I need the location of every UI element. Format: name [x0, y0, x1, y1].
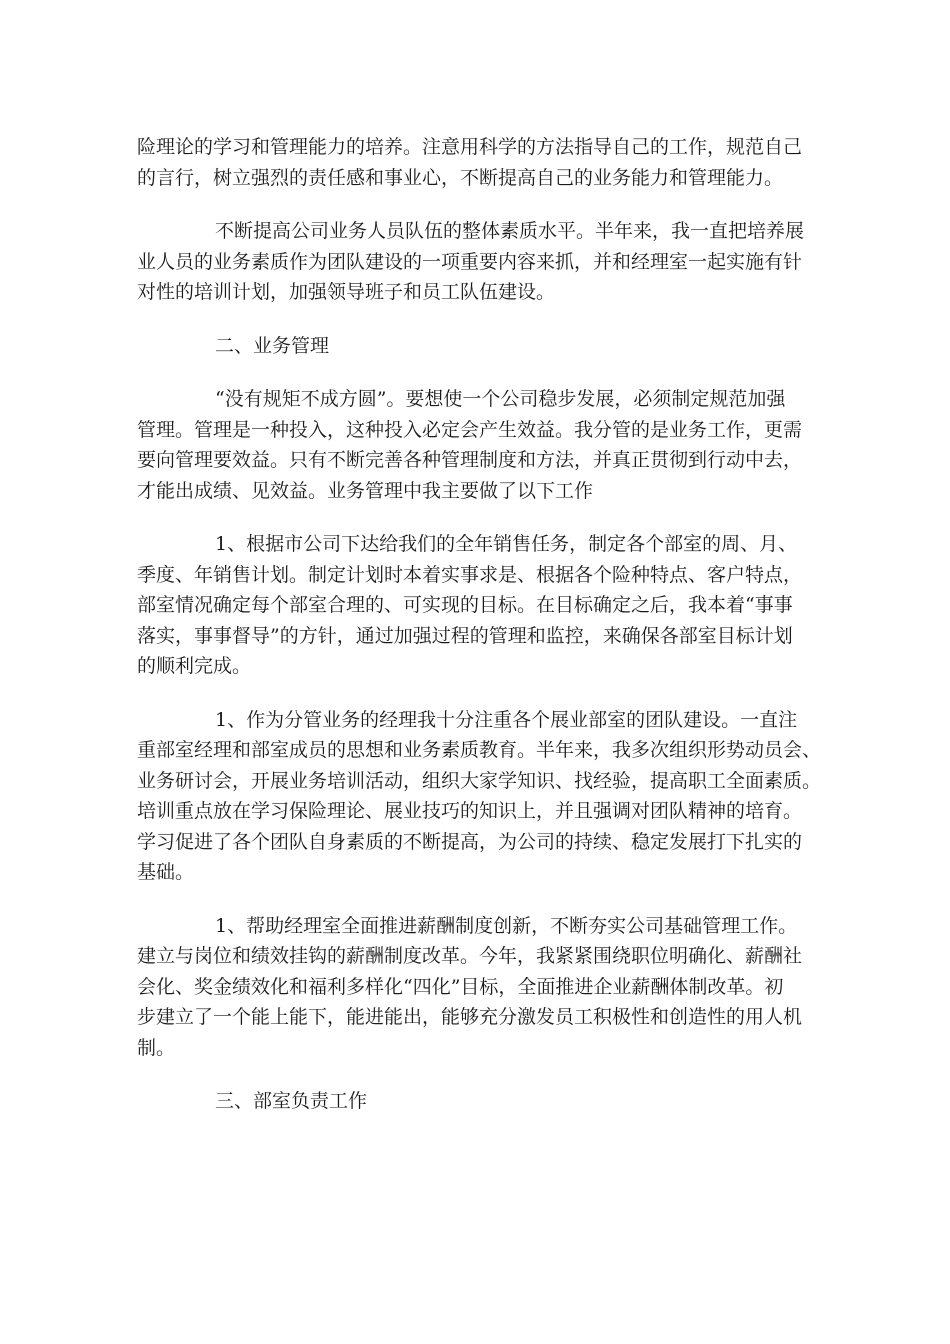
document-body — [137, 132, 822, 1140]
text-line: 建立与岗位和绩效挂钩的薪酬制度改革。今年，我紧紧围绕职位明确化、薪酬社 — [137, 945, 803, 967]
text-line: “没有规矩不成方圆”。要想使一个公司稳步发展，必须制定规范加强 — [215, 388, 786, 410]
text-line: 对性的培训计划，加强领导班子和员工队伍建设。 — [137, 281, 556, 303]
paragraph-6 — [137, 911, 817, 1064]
text-line: 1、根据市公司下达给我们的全年销售任务，制定各个部室的周、月、 — [215, 533, 798, 555]
paragraph-4 — [137, 529, 817, 682]
text-line: 学习促进了各个团队自身素质的不断提高，为公司的持续、稳定发展打下扎实的 — [137, 830, 803, 853]
text-line: 落实，事事督导”的方针，通过加强过程的管理和监控，来确保各部室目标计划 — [137, 624, 793, 647]
text-line: 步建立了一个能上能下，能进能出，能够充分激发员工积极性和创造性的用人机 — [137, 1006, 803, 1028]
text-line: 会化、奖金绩效化和福利多样化“四化”目标，全面推进企业薪酬体制改革。初 — [137, 975, 784, 998]
text-line: 季度、年销售计划。制定计划时本着实事求是、根据各个险种特点、客户特点， — [137, 563, 803, 586]
text-line: 的言行，树立强烈的责任感和事业心，不断提高自己的业务能力和管理能力。 — [137, 166, 784, 189]
text-line: 基础。 — [137, 861, 195, 883]
heading-text: 三、部室负责工作 — [215, 1090, 368, 1112]
text-line: 重部室经理和部室成员的思想和业务素质教育。半年来，我多次组织形势动员会、 — [137, 739, 822, 761]
text-line: 1、帮助经理室全面推进薪酬制度创新，不断夯实公司基础管理工作。 — [215, 914, 798, 937]
text-line: 险理论的学习和管理能力的培养。注意用科学的方法指导自己的工作，规范自己 — [137, 136, 803, 158]
text-line: 管理。管理是一种投入，这种投入必定会产生效益。我分管的是业务工作，更需 — [137, 418, 803, 441]
text-line: 制。 — [137, 1036, 176, 1059]
section-heading-department-work — [137, 1086, 817, 1117]
paragraph-5 — [137, 705, 822, 888]
paragraph-2 — [137, 216, 817, 308]
text-line: 业人员的业务素质作为团队建设的一项重要内容来抓，并和经理室一起实施有针 — [137, 250, 803, 273]
text-line: 的顺利完成。 — [137, 655, 252, 677]
text-line: 要向管理要效益。只有不断完善各种管理制度和方法，并真正贯彻到行动中去， — [137, 449, 803, 471]
text-line: 培训重点放在学习保险理论、展业技巧的知识上，并且强调对团队精神的培育。 — [137, 800, 803, 822]
paragraph-3 — [137, 384, 817, 506]
section-heading-business-management — [137, 331, 817, 362]
paragraph-1 — [137, 132, 817, 193]
text-line: 1、作为分管业务的经理我十分注重各个展业部室的团队建设。一直注 — [215, 708, 798, 731]
text-line: 业务研讨会，开展业务培训活动，组织大家学知识、找经验，提高职工全面素质。 — [137, 769, 822, 792]
heading-text: 二、业务管理 — [215, 334, 330, 357]
text-line: 部室情况确定每个部室合理的、可实现的目标。在目标确定之后，我本着“事事 — [137, 594, 793, 616]
text-line: 不断提高公司业务人员队伍的整体素质水平。半年来，我一直把培养展 — [215, 220, 805, 242]
text-line: 才能出成绩、见效益。业务管理中我主要做了以下工作 — [137, 479, 594, 502]
